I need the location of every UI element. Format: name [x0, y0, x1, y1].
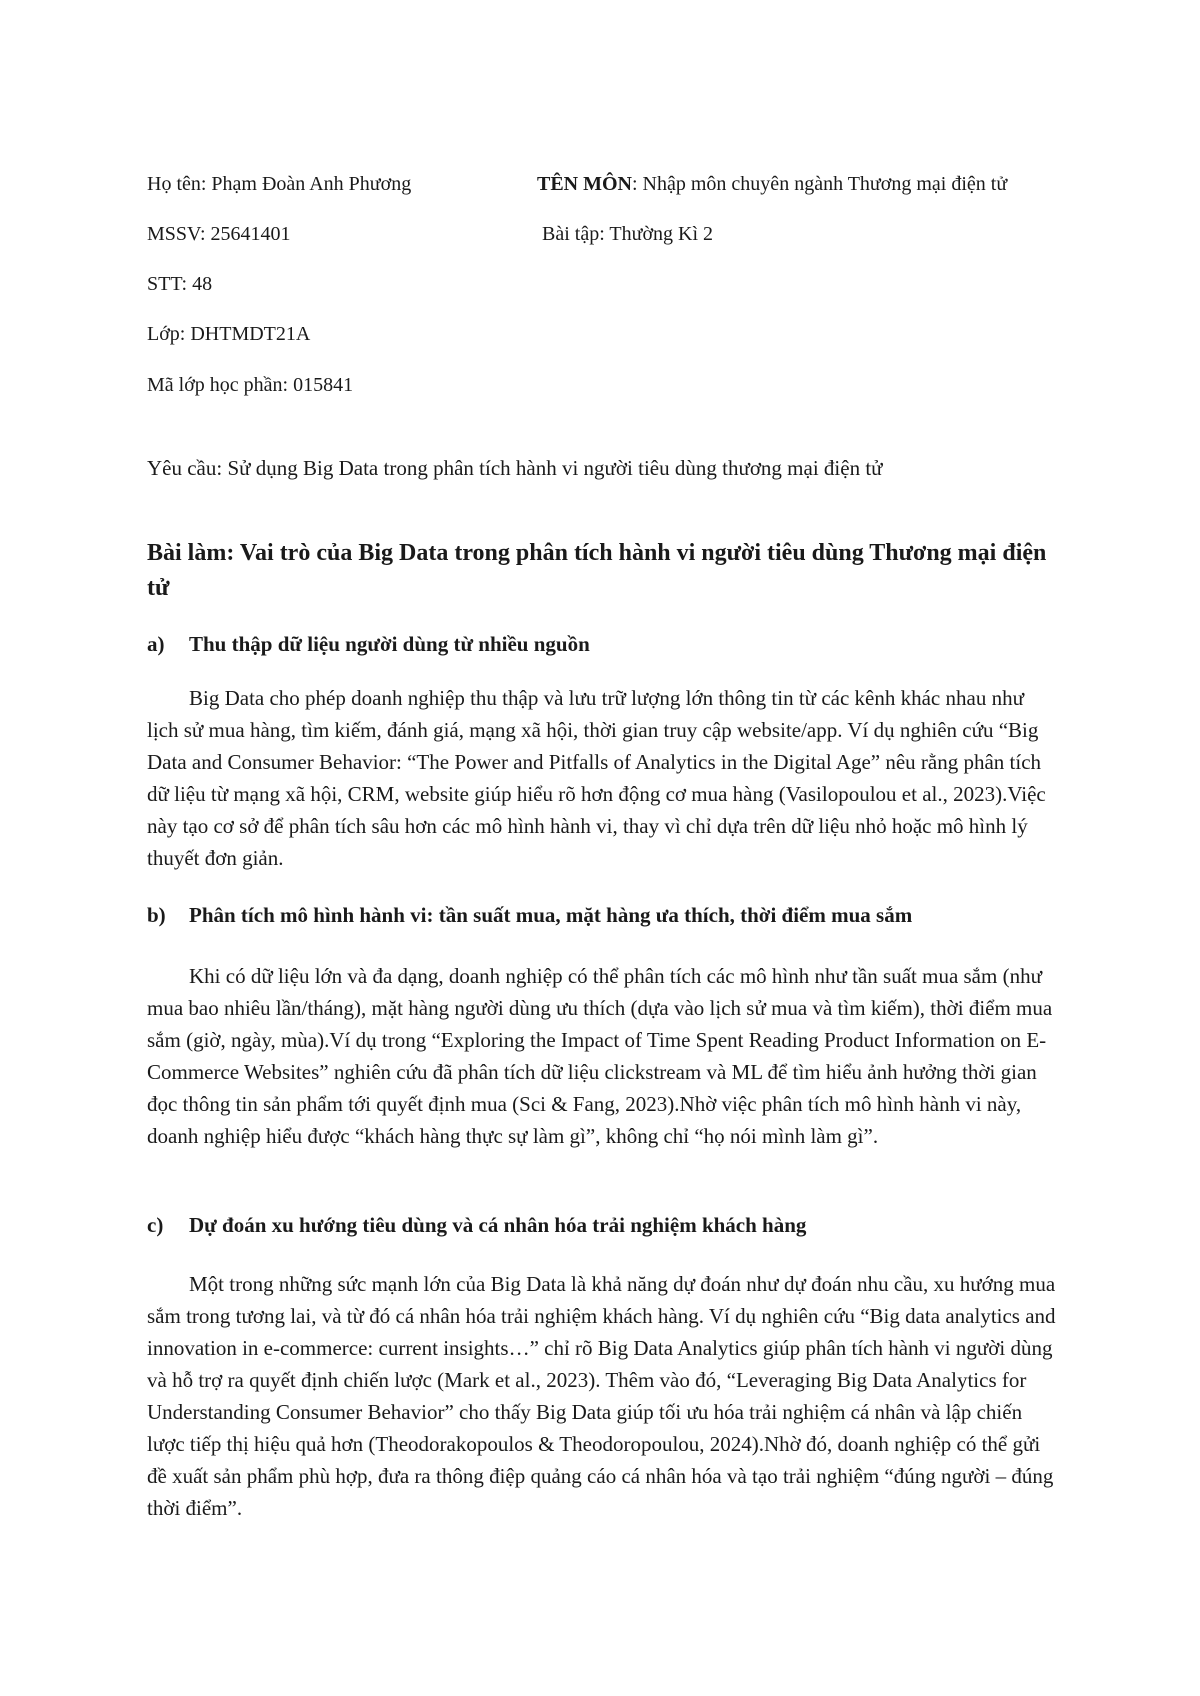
assignment-name: Bài tập: Thường Kì 2: [542, 223, 714, 245]
section-marker: a): [147, 632, 165, 656]
section-title: Thu thập dữ liệu người dùng từ nhiều nguồn: [189, 632, 590, 656]
section-heading-b: [147, 903, 912, 928]
assignment-requirement: Yêu cầu: Sử dụng Big Data trong phân tích hành vi người tiêu dùng thương mại điện tử: [147, 456, 883, 480]
section-heading-a: [147, 632, 590, 657]
course-code: Mã lớp học phần: 015841: [147, 374, 354, 396]
section-body-b: Khi có dữ liệu lớn và đa dạng, doanh nghiệp có thể phân tích các mô hình như tần suất mua sắm (như mua bao nhiêu lần/tháng), mặt hàng người dùng ưu thích (dựa vào lịch sử mua và tìm kiếm), thời điểm mua sắm (giờ, ngày, mùa).Ví dụ trong “Exploring the Impact of Time Spent Reading Product Information on E-Commerce Websites” nghiên cứu đã phân tích dữ liệu clickstream và ML để tìm hiểu ảnh hưởng thời gian đọc thông tin sản phẩm tới quyết định mua (Sci & Fang, 2023).Nhờ việc phân tích mô hình hành vi này, doanh nghiệp hiểu được “khách hàng thực sự làm gì”, không chỉ “họ nói mình làm gì”.: [147, 964, 1053, 1148]
class-name: Lớp: DHTMDT21A: [147, 323, 311, 345]
student-id: MSSV: 25641401: [147, 223, 291, 245]
section-title: Phân tích mô hình hành vi: tần suất mua, mặt hàng ưa thích, thời điểm mua sắm: [189, 903, 913, 927]
subject-label: TÊN MÔN: [537, 173, 632, 195]
section-title: Dự đoán xu hướng tiêu dùng và cá nhân hóa trải nghiệm khách hàng: [189, 1213, 807, 1237]
student-name: Họ tên: Phạm Đoàn Anh Phương: [147, 173, 412, 195]
subject-name: [537, 172, 1007, 196]
page-title: Bài làm: Vai trò của Big Data trong phân tích hành vi người tiêu dùng Thương mại điện tử: [147, 540, 1047, 601]
section-marker: b): [147, 903, 166, 927]
section-marker: c): [147, 1213, 164, 1237]
section-body-a: Big Data cho phép doanh nghiệp thu thập và lưu trữ lượng lớn thông tin từ các kênh khác nhau như lịch sử mua hàng, tìm kiếm, đánh giá, mạng xã hội, thời gian truy cập website/app. Ví dụ nghiên cứu “Big Data and Consumer Behavior: “The Power and Pitfalls of Analytics in the Digital Age” nêu rằng phân tích dữ liệu từ mạng xã hội, CRM, website giúp hiểu rõ hơn động cơ mua hàng (Vasilopoulou et al., 2023).Việc này tạo cơ sở để phân tích sâu hơn các mô hình hành vi, thay vì chỉ dựa trên dữ liệu nhỏ hoặc mô hình lý thuyết đơn giản.: [147, 686, 1046, 870]
section-heading-c: [147, 1213, 806, 1238]
student-number: STT: 48: [147, 273, 213, 295]
subject-value: : Nhập môn chuyên ngành Thương mại điện tử: [632, 173, 1008, 195]
section-body-c: Một trong những sức mạnh lớn của Big Data là khả năng dự đoán như dự đoán nhu cầu, xu hướng mua sắm trong tương lai, và từ đó cá nhân hóa trải nghiệm khách hàng. Ví dụ nghiên cứu “Big data analytics and innovation in e-commerce: current insights…” chỉ rõ Big Data Analytics giúp phân tích hành vi người dùng và hỗ trợ ra quyết định chiến lược (Mark et al., 2023). Thêm vào đó, “Leveraging Big Data Analytics for Understanding Consumer Behavior” cho thấy Big Data giúp tối ưu hóa trải nghiệm cá nhân và lập chiến lược tiếp thị hiệu quả hơn (Theodorakopoulos & Theodoropoulou, 2024).Nhờ đó, doanh nghiệp có thể gửi đề xuất sản phẩm phù hợp, đưa ra thông điệp quảng cáo cá nhân hóa và tạo trải nghiệm “đúng người – đúng thời điểm”.: [147, 1272, 1056, 1520]
